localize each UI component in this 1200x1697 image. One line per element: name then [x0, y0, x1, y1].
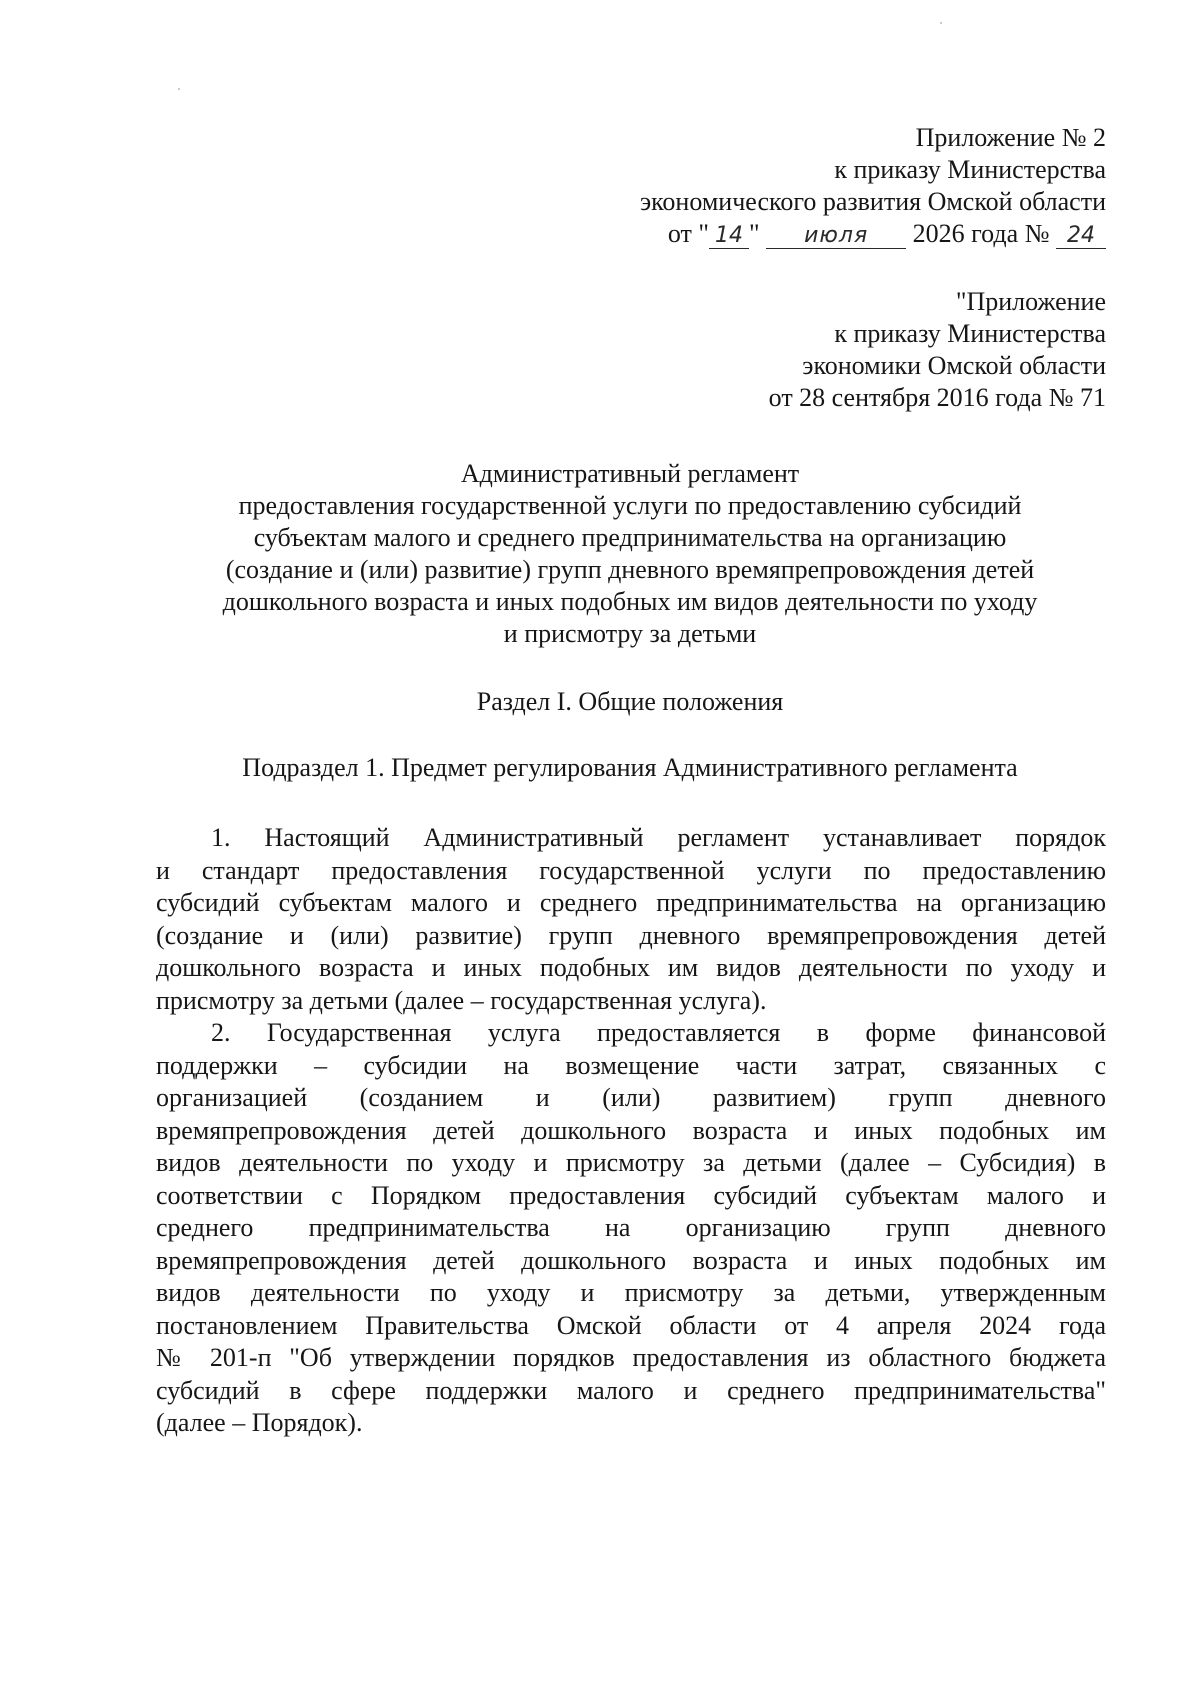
- original-annex-order-ref: к приказу Министерства: [834, 319, 1106, 348]
- title-line: субъектам малого и среднего предпринимательства на организацию: [253, 523, 1007, 552]
- date-year: 2026 года №: [912, 219, 1050, 248]
- paragraph-line: времяпрепровождения детей дошкольного возраста и иных подобных им: [156, 1245, 1106, 1275]
- paragraph-line: поддержки – субсидии на возмещение части затрат, связанных с: [156, 1050, 1106, 1080]
- title-line: и присмотру за детьми: [503, 619, 757, 648]
- title-line: дошкольного возраста и иных подобных им видов деятельности по уходу: [222, 587, 1038, 616]
- annex-order-ref: к приказу Министерства: [834, 155, 1106, 184]
- paragraph-line: времяпрепровождения детей дошкольного возраста и иных подобных им: [156, 1115, 1106, 1145]
- annex-title: Приложение № 2: [915, 123, 1106, 152]
- paragraph-line: (создание и (или) развитие) групп дневного времяпрепровождения детей: [156, 920, 1106, 950]
- original-annex-date: от 28 сентября 2016 года № 71: [768, 383, 1106, 412]
- subsection-heading: Подраздел 1. Предмет регулирования Административного регламента: [242, 753, 1018, 782]
- handwritten-day: 14: [709, 220, 749, 252]
- paragraph-line: видов деятельности по уходу и присмотру за детьми (далее – Субсидия) в: [156, 1148, 1106, 1177]
- section-heading: Раздел I. Общие положения: [476, 687, 784, 716]
- title-line: (создание и (или) развитие) групп дневного времяпрепровождения детей: [225, 555, 1035, 584]
- paragraph-line: 1. Настоящий Административный регламент устанавливает порядок: [211, 823, 1106, 852]
- date-quote: ": [749, 219, 760, 248]
- title-line: предоставления государственной услуги по предоставлению субсидий: [238, 491, 1022, 520]
- paragraph-line: № 201-п "Об утверждении порядков предоставления из областного бюджета: [156, 1343, 1106, 1372]
- paragraph-line: (далее – Порядок).: [156, 1408, 363, 1437]
- handwritten-number: 24: [1056, 220, 1106, 252]
- paragraph-line: 2. Государственная услуга предоставляется в форме финансовой: [211, 1018, 1106, 1047]
- annex-header: [640, 122, 1106, 252]
- document-title: [150, 458, 1110, 650]
- annex-date-line: [640, 218, 1106, 252]
- paragraph-line: дошкольного возраста и иных подобных им видов деятельности по уходу и: [156, 953, 1106, 982]
- paragraph-line: среднего предпринимательства на организацию групп дневного: [156, 1213, 1106, 1242]
- date-prefix: от ": [667, 219, 710, 248]
- original-annex-ministry: экономики Омской области: [802, 351, 1106, 380]
- original-annex-header: [769, 286, 1106, 414]
- paragraph-line: постановлением Правительства Омской области от 4 апреля 2024 года: [156, 1310, 1106, 1340]
- paragraph-line: видов деятельности по уходу и присмотру за детьми, утвержденным: [156, 1278, 1106, 1307]
- scan-speck: [940, 22, 942, 24]
- paragraph-line: субсидий в сфере поддержки малого и среднего предпринимательства": [156, 1375, 1106, 1405]
- paragraph-line: субсидий субъектам малого и среднего предпринимательства на организацию: [156, 888, 1106, 917]
- paragraph-line: присмотру за детьми (далее – государственная услуга).: [156, 985, 767, 1015]
- original-annex-title: "Приложение: [955, 287, 1106, 316]
- paragraph-line: организацией (созданием и (или) развитием) групп дневного: [156, 1083, 1106, 1112]
- scan-speck: [178, 88, 180, 90]
- body-text: [156, 822, 1106, 1440]
- title-line: Административный регламент: [460, 459, 800, 488]
- handwritten-month: июля: [766, 220, 906, 252]
- paragraph-line: и стандарт предоставления государственной услуги по предоставлению: [156, 855, 1106, 885]
- paragraph-line: соответствии с Порядком предоставления субсидий субъектам малого и: [156, 1180, 1106, 1210]
- annex-ministry: экономического развития Омской области: [639, 187, 1106, 216]
